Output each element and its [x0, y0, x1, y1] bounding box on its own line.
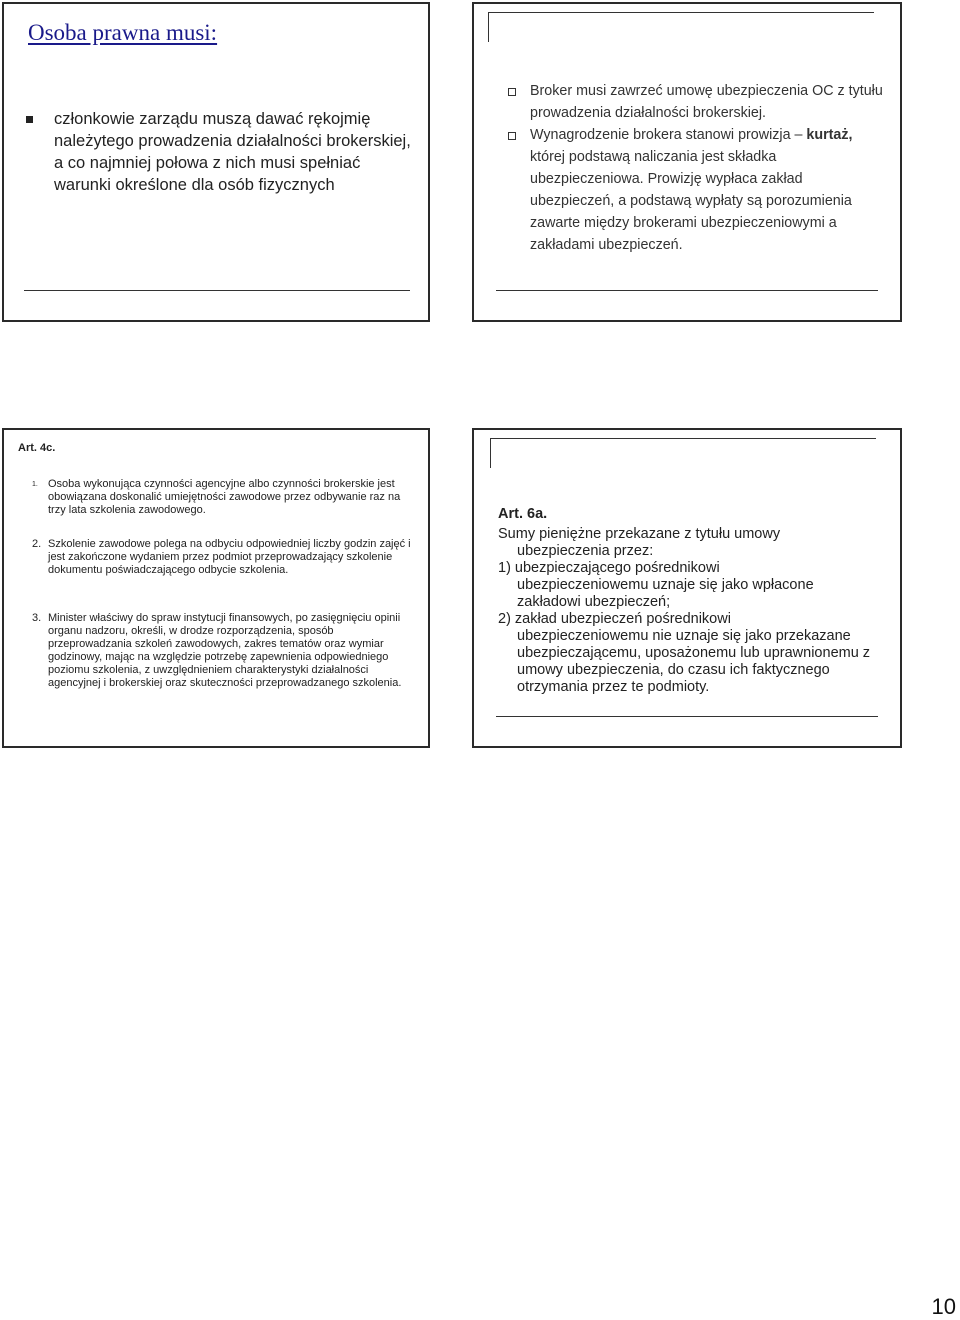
paragraph-text: Osoba wykonująca czynności agencyjne albo czynności brokerskie jest obowiązana doskonalić umiejętności zawodowe przez odbywanie raz na trzy lata szkolenia zawodowego.: [48, 478, 401, 516]
list-item: [506, 80, 886, 124]
paragraph-number: 3.: [32, 612, 42, 624]
slide-1-footer-rule: [24, 290, 410, 291]
page-number: 10: [931, 1294, 956, 1319]
point-2-rest: ubezpieczeniowemu nie uznaje się jako przekazane ubezpieczającemu, uposażonemu lub uprawnionemu z umowy ubezpieczenia, do czasu ich faktycznego otrzymania przez te podmioty.: [517, 628, 871, 695]
slide-4-top-corner: [490, 438, 491, 468]
slide-3-paragraph-1: [32, 478, 412, 517]
paragraph-number: 2.: [32, 538, 42, 550]
slide-1-bullet-text: członkowie zarządu muszą dawać rękojmię należytego prowadzenia działalności brokerskiej, a co najmniej połowa z nich musi spełniać warunki określone dla osób fizycznych: [54, 110, 411, 194]
slide-3-paragraph-3: [32, 612, 412, 690]
slide-4: [472, 428, 902, 748]
slide-1-bullet: [26, 108, 416, 196]
slide-2-item-1-text: Broker musi zawrzeć umowę ubezpieczenia OC z tytułu prowadzenia działalności brokerskiej.: [530, 83, 883, 121]
hollow-square-bullet-icon: [508, 132, 516, 140]
slide-4-body: [498, 526, 878, 696]
slide-2-item-2-pre: Wynagrodzenie brokera stanowi prowizja –: [530, 127, 807, 143]
slide-4-heading: Art. 6a.: [498, 506, 548, 522]
slide-2-top-corner: [488, 12, 489, 42]
hollow-square-bullet-icon: [508, 88, 516, 96]
intro-first-line: Sumy pieniężne przekazane z tytułu umowy: [498, 526, 781, 542]
paragraph-text: Minister właściwy do spraw instytucji finansowych, po zasięgnięciu opinii organu nadzoru, określi, w drodze rozporządzenia, sposób przeprowadzania szkoleń zawodowych, zakres tematów oraz wymiar godzinowy, mając na względzie potrzebę zapewnienia odpowiedniego poziomu szkolenia, z uwzględnieniem charakterystyki działalności agencyjnej i brokerskiej oraz skuteczności przeprowadzanego szkolenia.: [48, 612, 402, 689]
point-1-first-line: 1) ubezpieczającego pośrednikowi: [498, 560, 720, 576]
slide-2-item-2-post: której podstawą naliczania jest składka ubezpieczeniowa. Prowizję wypłaca zakład ubezpieczeń, a podstawą wypłaty są porozumienia zawarte między brokerami ubezpieczeniowymi a zakładami ubezpieczeń.: [530, 149, 852, 253]
paragraph-text: Szkolenie zawodowe polega na odbyciu odpowiedniej liczby godzin zajęć i jest zakończone wydaniem przez podmiot przeprowadzający szkolenie dokumentu poświadczającego odbycie szkolenia.: [48, 538, 411, 576]
list-item: [506, 124, 886, 256]
slide-4-top-rule: [490, 438, 876, 439]
slide-1-title: Osoba prawna musi:: [28, 20, 218, 45]
slide-3-heading: Art. 4c.: [18, 442, 56, 454]
square-bullet-icon: [26, 116, 33, 123]
slide-2-footer-rule: [496, 290, 878, 291]
slide-2-item-2-bold: kurtaż,: [806, 127, 853, 143]
slide-3: [2, 428, 430, 748]
slide-3-paragraph-2: [32, 538, 412, 577]
paragraph-number: 1.: [32, 481, 38, 488]
slide-2-top-rule: [488, 12, 874, 13]
slide-2: [472, 2, 902, 322]
slide-4-footer-rule: [496, 716, 878, 717]
intro-rest: ubezpieczenia przez:: [517, 543, 654, 559]
slide-1: [2, 2, 430, 322]
point-1-rest: ubezpieczeniowemu uznaje się jako wpłacone zakładowi ubezpieczeń;: [517, 577, 814, 610]
slide-2-list: [506, 80, 886, 256]
point-2-first-line: 2) zakład ubezpieczeń pośrednikowi: [498, 611, 731, 627]
